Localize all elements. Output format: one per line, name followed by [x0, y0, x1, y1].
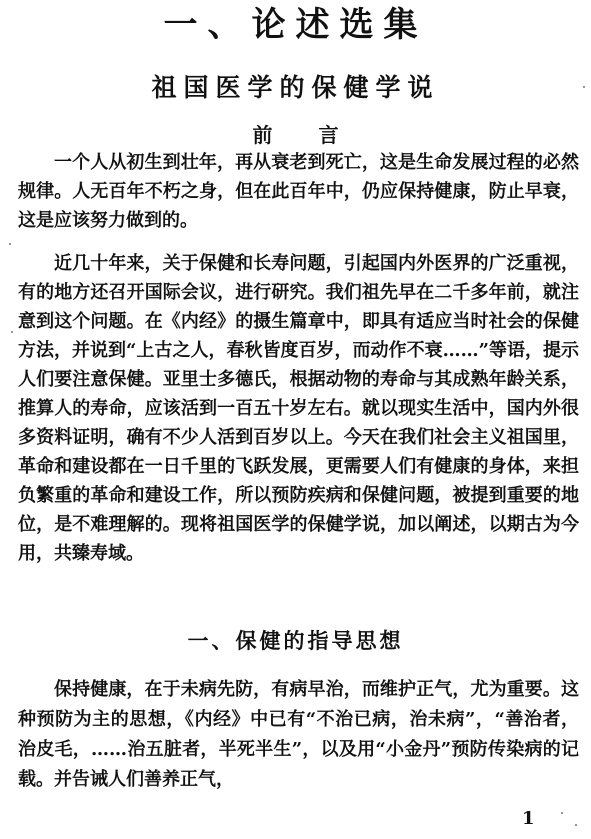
preface-paragraph-2: 近几十年来，关于保健和长寿问题，引起国内外医界的广泛重视，有的地方还召开国际会议，进行研究。我们祖先早在二千多年前，就注意到这个问题。在《内经》的摄生篇章中，即具有适应当时社会的保健方法，并说到“上古之人，春秋皆度百岁，而动作不衰……”等语，提示人们要注意保健。亚里士多德氏，根据动物的寿命与其成熟年龄关系，推算人的寿命，应该活到一百五十岁左右。就以现实生活中，国内外很多资料证明，确有不少人活到百岁以上。今天在我们社会主义祖国里，革命和建设都在一日千里的飞跃发展，更需要人们有健康的身体，来担负繁重的革命和建设工作，所以预防疾病和保健问题，被提到重要的地位，是不难理解的。现将祖国医学的保健学说，加以阐述，以期古为今用，共臻寿域。	[18, 253, 579, 564]
section-heading: 一、保健的指导思想	[187, 629, 404, 653]
preface-paragraph-1: 一个人从初生到壮年，再从衰老到死亡，这是生命发展过程的必然规律。人无百年不朽之身，但在此百年中，仍应保持健康，防止早衰，这是应该努力做到的。	[18, 152, 579, 231]
scan-speck	[575, 824, 577, 826]
page-number: 1	[522, 808, 535, 829]
scan-speck	[9, 243, 11, 245]
chapter-title: 一、论述选集	[163, 5, 428, 45]
article-title: 祖国医学的保健学说	[151, 73, 440, 102]
scan-speck	[583, 86, 585, 88]
preface-heading: 前言	[252, 123, 385, 147]
scan-speck	[561, 812, 563, 814]
section-paragraph-1: 保持健康，在于未病先防，有病早治，而维护正气，尤为重要。这种预防为主的思想，《内经》中已有“不治已病，治未病”，“善治者，治皮毛，……治五脏者，半死半生”，以及用“小金丹”预防传染病的记载。并告诫人们善养正气，	[18, 679, 579, 790]
scan-speck	[11, 331, 13, 333]
